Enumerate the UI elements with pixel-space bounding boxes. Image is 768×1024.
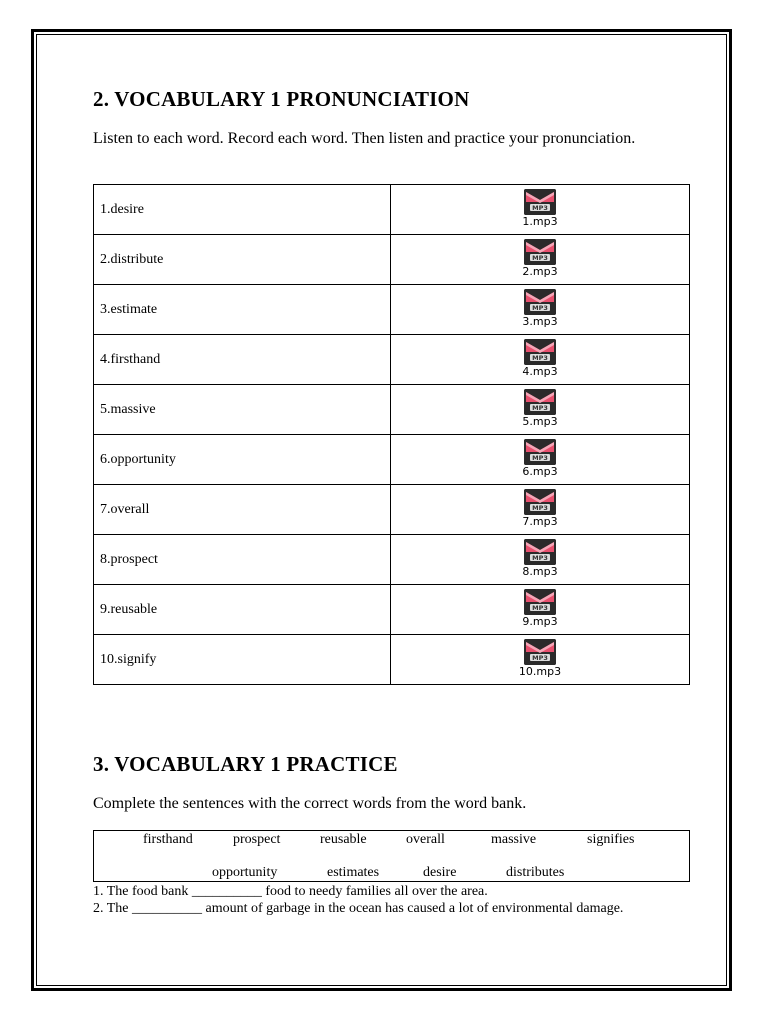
pronunciation-table <box>93 184 690 685</box>
mp3-icon-label: MP3 <box>532 404 548 412</box>
section-3-instructions: Complete the sentences with the correct words from the word bank. <box>93 795 527 812</box>
mp3-filename: 7.mp3 <box>522 515 558 528</box>
mp3-filename: 5.mp3 <box>522 415 558 428</box>
pronunciation-row <box>94 385 690 435</box>
audio-cell <box>391 435 690 485</box>
section-2-instructions: Listen to each word. Record each word. Then listen and practice your pronunciation. <box>93 130 636 147</box>
audio-cell <box>391 285 690 335</box>
vocab-word: 1.desire <box>94 185 391 235</box>
audio-cell <box>391 585 690 635</box>
vocab-word: 5.massive <box>94 385 391 435</box>
mp3-attachment[interactable] <box>522 439 557 477</box>
section-2-heading: 2. VOCABULARY 1 PRONUNCIATION <box>93 87 470 111</box>
mp3-filename: 8.mp3 <box>522 565 558 578</box>
mp3-file-icon <box>524 539 556 565</box>
pronunciation-row <box>94 485 690 535</box>
pronunciation-row <box>94 435 690 485</box>
audio-cell <box>391 235 690 285</box>
mp3-filename: 2.mp3 <box>522 265 558 278</box>
mp3-icon-label: MP3 <box>532 654 548 662</box>
word-bank <box>93 830 690 882</box>
pronunciation-row <box>94 235 690 285</box>
mp3-file-icon <box>524 589 556 615</box>
word-bank-item: estimates <box>327 865 380 880</box>
mp3-icon-label: MP3 <box>532 304 548 312</box>
mp3-filename: 1.mp3 <box>522 215 558 228</box>
word-bank-item: reusable <box>320 832 367 847</box>
audio-cell <box>391 485 690 535</box>
mp3-file-icon <box>524 439 556 465</box>
practice-sentence-2: 2. The __________ amount of garbage in the ocean has caused a lot of environmental damage. <box>93 901 624 916</box>
mp3-filename: 10.mp3 <box>518 665 562 678</box>
audio-cell <box>391 335 690 385</box>
mp3-file-icon <box>524 339 556 365</box>
mp3-attachment[interactable] <box>522 339 557 377</box>
word-bank-item: desire <box>423 865 457 880</box>
mp3-file-icon <box>524 289 556 315</box>
vocab-word: 9.reusable <box>94 585 391 635</box>
vocab-word: 10.signify <box>94 635 391 685</box>
vocab-word: 7.overall <box>94 485 391 535</box>
mp3-attachment[interactable] <box>522 539 557 577</box>
word-bank-item: opportunity <box>212 865 278 880</box>
vocab-word: 3.estimate <box>94 285 391 335</box>
mp3-icon-label: MP3 <box>532 604 548 612</box>
word-bank-item: massive <box>491 832 537 847</box>
mp3-filename: 4.mp3 <box>522 365 558 378</box>
pronunciation-row <box>94 585 690 635</box>
word-bank-item: signifies <box>587 832 635 847</box>
pronunciation-row <box>94 535 690 585</box>
mp3-file-icon <box>524 189 556 215</box>
mp3-file-icon <box>524 639 556 665</box>
word-bank-item: firsthand <box>143 832 193 847</box>
mp3-icon-label: MP3 <box>532 204 548 212</box>
mp3-icon-label: MP3 <box>532 504 548 512</box>
word-bank-item: prospect <box>233 832 281 847</box>
word-bank-item: distributes <box>506 865 565 880</box>
mp3-attachment[interactable] <box>519 639 561 677</box>
mp3-icon-label: MP3 <box>532 354 548 362</box>
mp3-filename: 3.mp3 <box>522 315 558 328</box>
mp3-attachment[interactable] <box>522 189 557 227</box>
vocab-word: 6.opportunity <box>94 435 391 485</box>
mp3-filename: 9.mp3 <box>522 615 558 628</box>
practice-sentence-1: 1. The food bank __________ food to needy families all over the area. <box>93 884 488 899</box>
mp3-file-icon <box>524 239 556 265</box>
mp3-attachment[interactable] <box>522 289 557 327</box>
audio-cell <box>391 185 690 235</box>
mp3-icon-label: MP3 <box>532 454 548 462</box>
mp3-file-icon <box>524 489 556 515</box>
mp3-file-icon <box>524 389 556 415</box>
mp3-attachment[interactable] <box>522 489 557 527</box>
mp3-attachment[interactable] <box>522 239 557 277</box>
mp3-filename: 6.mp3 <box>522 465 558 478</box>
pronunciation-row <box>94 635 690 685</box>
vocab-word: 2.distribute <box>94 235 391 285</box>
mp3-attachment[interactable] <box>522 589 557 627</box>
mp3-icon-label: MP3 <box>532 554 548 562</box>
word-bank-item: overall <box>406 832 445 847</box>
mp3-attachment[interactable] <box>522 389 557 427</box>
audio-cell <box>391 635 690 685</box>
audio-cell <box>391 535 690 585</box>
audio-cell <box>391 385 690 435</box>
vocab-word: 8.prospect <box>94 535 391 585</box>
pronunciation-row <box>94 335 690 385</box>
mp3-icon-label: MP3 <box>532 254 548 262</box>
section-3-heading: 3. VOCABULARY 1 PRACTICE <box>93 752 398 776</box>
vocab-word: 4.firsthand <box>94 335 391 385</box>
pronunciation-row <box>94 185 690 235</box>
pronunciation-row <box>94 285 690 335</box>
